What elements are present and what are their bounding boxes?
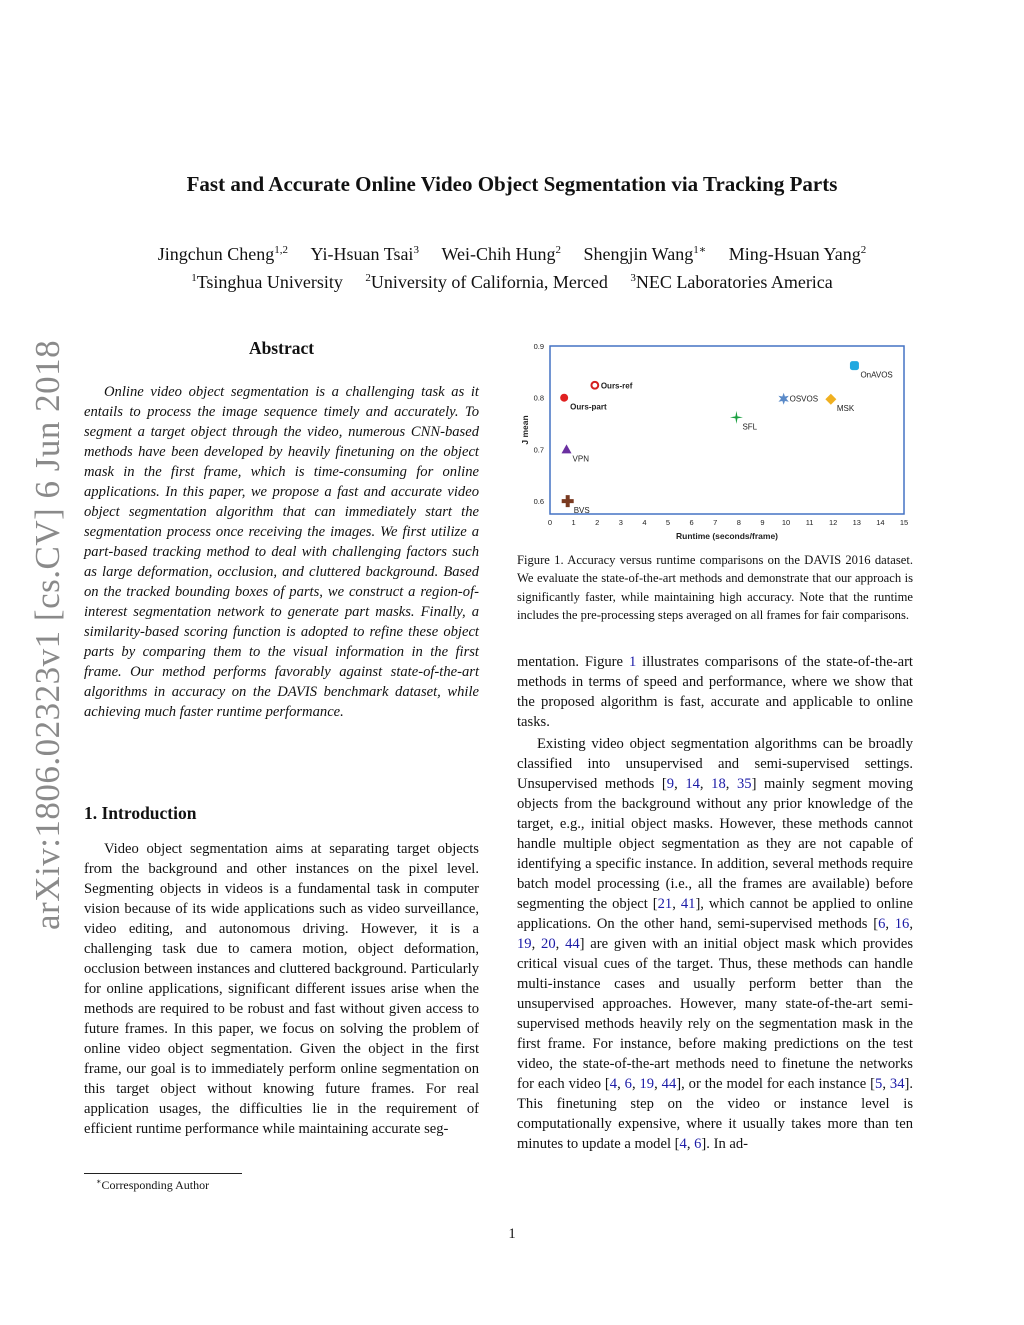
- x-tick-label: 12: [829, 518, 838, 527]
- author: Shengjin Wang$^{1∗}$: [583, 244, 707, 264]
- abstract-heading: Abstract: [248, 338, 315, 358]
- author: Ming-Hsuan Yang$^2$: [728, 244, 867, 264]
- paragraph: Existing video object segmentation algorithms can be broadly classified into unsupervised and semi-supervised settings. Unsupervised methods [9, 14, 18, 35] mainly segment moving objects from the background without any prior knowledge of the target, e.g., initial object masks. However, these methods cannot handle multiple object segmentation as they are not capable of identifying a specific instance. In addition, several methods require batch model processing (i.e., all the frames are available) before segmenting the object [21, 41], which cannot be applied to online applications. On the other hand, semi-supervised methods [6, 16, 19, 20, 44] are given with an initial object mask which provides critical visual cues of the target. Thus, these methods can handle multi-instance cases and usually perform better than the unsupervised approaches. However, many state-of-the-art semi-supervised methods heavily rely on the segmentation mask in the first frame. For instance, before making predictions on the test video, the state-of-the-art methods need to finetune the networks for each video [4, 6, 19, 44], or the model for each instance [5, 34]. This finetuning step on the video or instance level is computationally expensive, where it usually takes more than ten minutes to update a model [4, 6]. In ad-: [517, 736, 914, 1152]
- data-point-label: Ours-part: [570, 402, 607, 412]
- citation-link[interactable]: 18: [711, 776, 726, 792]
- x-tick-label: 3: [618, 518, 623, 527]
- x-tick-label: 5: [665, 518, 671, 527]
- x-tick-label: 15: [899, 518, 909, 527]
- footnote-rule: [84, 1173, 242, 1174]
- data-point-onavos: [850, 361, 859, 370]
- citation-link[interactable]: 6: [878, 916, 886, 932]
- data-point-ours-part: [560, 394, 568, 402]
- citation-link[interactable]: 4: [609, 1076, 618, 1092]
- citation-link[interactable]: 16: [894, 916, 910, 932]
- page-number: 1: [508, 1226, 516, 1242]
- plot-frame: [550, 346, 904, 514]
- arxiv-identifier: arXiv:1806.02323v1 [cs.CV] 6 Jun 2018: [28, 339, 67, 930]
- x-tick-label: 6: [689, 518, 694, 527]
- x-tick-label: 10: [781, 518, 791, 527]
- citation-link[interactable]: 21: [657, 896, 673, 912]
- author: Wei-Chih Hung$^2$: [441, 244, 561, 264]
- x-tick-label: 9: [760, 518, 765, 527]
- citation-link[interactable]: 6: [694, 1136, 702, 1152]
- y-tick-label: 0.6: [533, 497, 544, 507]
- citation-link[interactable]: 4: [679, 1136, 687, 1152]
- x-axis-label: Runtime (seconds/frame): [675, 531, 779, 541]
- affiliation: $^2$University of California, Merced: [365, 272, 608, 292]
- footnote: ∗Corresponding Author: [96, 1177, 210, 1192]
- affiliation-list: [60, 268, 964, 296]
- citation-link[interactable]: 14: [685, 776, 700, 792]
- data-point-label: OSVOS: [789, 394, 819, 404]
- y-tick-label: 0.7: [533, 445, 544, 455]
- data-point-label: MSK: [836, 404, 855, 414]
- data-point-label: Ours-ref: [600, 381, 633, 391]
- paragraph: mentation. Figure 1 illustrates comparisons of the state-of-the-art methods in terms of speed and performance, where we show that the proposed algorithm is fast, accurate and applicable to online tasks.: [517, 654, 913, 730]
- section-heading-introduction: 1. Introduction: [84, 803, 197, 823]
- introduction-text: Video object segmentation aims at separating target objects from the background and other instances on the pixel level. Segmenting objects in videos is a fundamental task in computer vision because of its wide applications such as video surveillance, video editing, and autonomous driving. However, it is a challenging task due to camera motion, object deformation, occlusion between instances and cluttered background. Particularly for online applications, significant different issues arise when the methods are required to be robust and fast without given access to future frames. In this paper, we focus on solving the problem of online video object segmentation. Given the object in the first frame, our goal is to immediately perform online segmentation on this target object without knowing future frames. For real application usages, the difficulties lie in the requirement of efficient runtime performance while maintaining accurate seg-: [84, 841, 479, 1137]
- figure-link[interactable]: 1: [628, 654, 637, 670]
- data-point-label: SFL: [742, 422, 758, 432]
- citation-link[interactable]: 34: [889, 1076, 905, 1092]
- citation-link[interactable]: 19: [639, 1076, 655, 1092]
- x-tick-label: 2: [595, 518, 600, 527]
- citation-link[interactable]: 44: [565, 936, 580, 952]
- y-tick-label: 0.8: [533, 393, 544, 403]
- x-tick-label: 0: [547, 518, 553, 527]
- citation-link[interactable]: 19: [517, 936, 532, 952]
- citation-link[interactable]: 20: [541, 936, 556, 952]
- citation-link[interactable]: 6: [624, 1076, 632, 1092]
- citation-link[interactable]: 44: [661, 1076, 677, 1092]
- right-column-text: [517, 652, 913, 1154]
- x-tick-label: 11: [805, 518, 814, 527]
- author-list: [60, 240, 964, 268]
- data-point-label: BVS: [573, 506, 590, 516]
- author-block: [60, 240, 964, 296]
- abstract-text: Online video object segmentation is a challenging task as it entails to process the image sequence timely and accurately. To segment a target object through the video, numerous CNN-based methods have been developed by heavily finetuning on the object mask in the first frame, which is time-consuming for online applications. In this paper, we propose a fast and accurate video object segmentation algorithm that can immediately start the segmentation process once receiving the images. We first utilize a part-based tracking method to deal with challenging factors such as large deformation, occlusion, and cluttered background. Based on the tracked bounding boxes of parts, we construct a region-of-interest segmentation network to generate part masks. Finally, a similarity-based scoring function is adopted to refine these object parts by comparing them to the visual information in the first frame. Our method performs favorably against state-of-the-art algorithms in accuracy on the DAVIS benchmark dataset, while achieving much faster runtime performance.: [84, 384, 479, 720]
- citation-link[interactable]: 41: [680, 896, 696, 912]
- y-axis-label: J mean: [520, 415, 530, 445]
- x-tick-label: 4: [642, 518, 647, 527]
- data-point-label: OnAVOS: [860, 370, 893, 380]
- affiliation: $^1$Tsinghua University: [191, 272, 343, 292]
- author: Yi-Hsuan Tsai$^3$: [310, 244, 419, 264]
- affiliation: $^3$NEC Laboratories America: [630, 272, 833, 292]
- x-tick-label: 8: [736, 518, 741, 527]
- x-tick-label: 1: [571, 518, 576, 527]
- author: Jingchun Cheng$^{1,2}$: [157, 244, 289, 264]
- citation-link[interactable]: 35: [737, 776, 752, 792]
- x-tick-label: 13: [852, 518, 861, 527]
- figure-1-chart: [516, 338, 916, 548]
- x-tick-label: 7: [713, 518, 718, 527]
- y-tick-label: 0.9: [533, 342, 544, 351]
- citation-link[interactable]: 9: [666, 776, 675, 792]
- data-point-label: VPN: [572, 454, 589, 464]
- scatter-plot: [516, 338, 916, 548]
- figure-1-caption: Figure 1. Accuracy versus runtime comparisons on the DAVIS 2016 dataset. We evaluate the state-of-the-art methods and demonstrate that our approach is significantly faster, while maintaining high accuracy. Note that the runtime includes the pre-processing steps averaged on all frames for fair comparisons.: [517, 553, 913, 623]
- citation-link[interactable]: 5: [875, 1076, 883, 1092]
- x-tick-label: 14: [876, 518, 885, 527]
- paper-title: Fast and Accurate Online Video Object Segmentation via Tracking Parts: [186, 172, 838, 196]
- data-point-ours-ref: [591, 382, 598, 389]
